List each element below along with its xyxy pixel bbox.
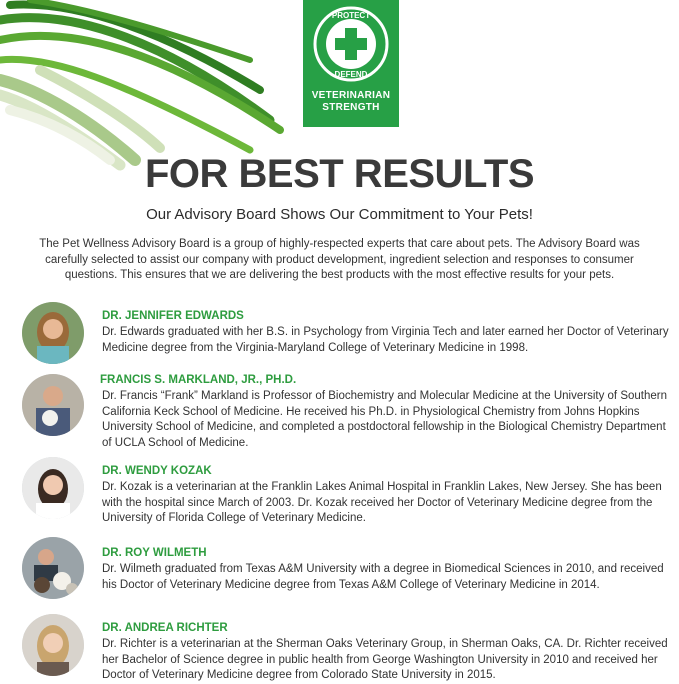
- page-title: FOR BEST RESULTS: [144, 152, 535, 196]
- badge-line1: VETERINARIAN: [311, 90, 391, 101]
- page-subtitle: Our Advisory Board Shows Our Commitment to Your Pets!: [146, 206, 533, 223]
- badge-ring-top: PROTECT: [331, 11, 371, 20]
- avatar: [22, 614, 84, 676]
- avatar: [22, 302, 84, 364]
- badge-line2: STRENGTH: [322, 102, 380, 113]
- advisor-name: DR. ROY WILMETH: [102, 547, 207, 559]
- advisor-bio: Dr. Edwards graduated with her B.S. in Psychology from Virginia Tech and later earned her Doctor of Veterinary Medicine degree from the Virginia-Maryland College of Veterinary Medicine in 1998.: [102, 326, 669, 354]
- advisor-bio: Dr. Kozak is a veterinarian at the Franklin Lakes Animal Hospital in Franklin Lakes, New Jersey. She has been with the hospital since March of 2003. Dr. Kozak received her Doctor of Veterinary Medicine degree from the University of Florida College of Veterinary Medicine.: [102, 481, 662, 524]
- advisor-bio: Dr. Francis “Frank” Markland is Professor of Biochemistry and Molecular Medicine at the University of Southern California Keck School of Medicine. He received his Ph.D. in Physiological Chemistry from Johns Hopkins University School of Medicine, and completed a postdoctoral fellowship in the Biological Chemistry Department of UCLA School of Medicine.: [102, 390, 667, 449]
- badge-ring-bottom: DEFEND: [334, 70, 368, 79]
- advisor-name: DR. ANDREA RICHTER: [102, 622, 228, 634]
- avatar: [22, 537, 84, 599]
- advisor-bio: Dr. Wilmeth graduated from Texas A&M University with a degree in Biomedical Sciences in 2010, and received his Doctor of Veterinary Medicine degree from Texas A&M College of Veterinary Medicine in 2014.: [102, 563, 664, 591]
- avatar: [22, 374, 84, 436]
- intro-paragraph: The Pet Wellness Advisory Board is a group of highly-respected experts that care about pets. The Advisory Board was carefully selected to assist our company with product development, ingredient selection and responses to consumer questions. This ensures that we are delivering the best products with the most effective results for your pets.: [39, 238, 640, 281]
- advisor-name: DR. JENNIFER EDWARDS: [102, 310, 244, 322]
- advisor-bio: Dr. Richter is a veterinarian at the Sherman Oaks Veterinary Group, in Sherman Oaks, CA. Dr. Richter received her Bachelor of Science degree in public health from George Washington University in 2010 and received her Doctor of Veterinary Medicine degree from Colorado State University in 2015.: [102, 638, 668, 681]
- advisor-name: DR. WENDY KOZAK: [102, 465, 212, 477]
- avatar: [22, 457, 84, 519]
- lemongrass-image: [0, 0, 300, 175]
- advisor-name: FRANCIS S. MARKLAND, JR., PH.D.: [100, 374, 297, 386]
